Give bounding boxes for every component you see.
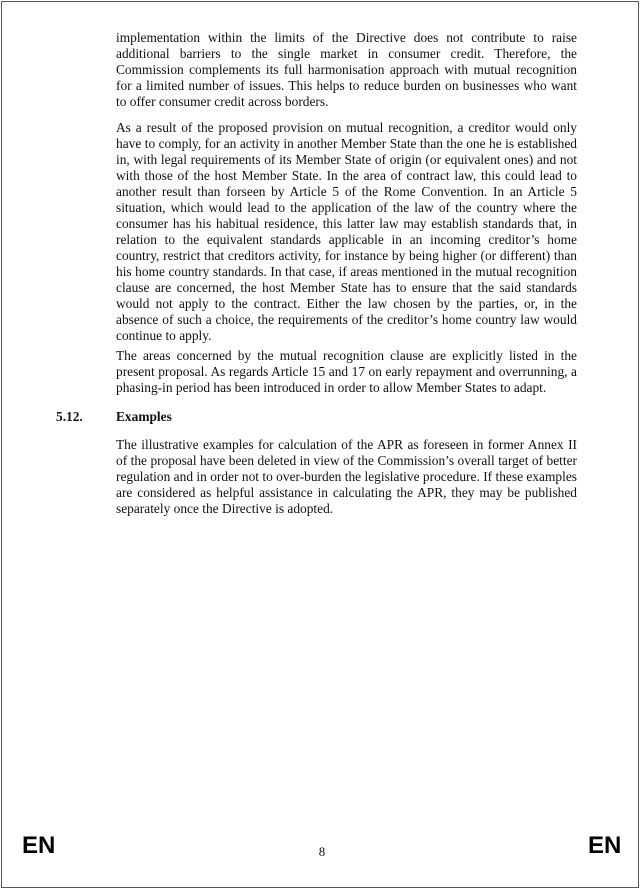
page-number: 8 (318, 844, 326, 859)
section-number: 5.12. (56, 409, 83, 424)
paragraph-4: The illustrative examples for calculation of the APR as foreseen in former Annex II of the proposal have been deleted in view of the Commission’s overall target of better regulation and in order not to over-burden the legislative procedure. If these examples are considered as helpful assistance in calculating the APR, they may be published separately once the Directive is adopted. (116, 437, 577, 516)
language-code-right: EN (588, 832, 622, 859)
paragraph-1: implementation within the limits of the Directive does not contribute to raise additional barriers to the single market in consumer credit. Therefore, the Commission complements its full harmonisation approach with mutual recognition for a limited number of issues. This helps to reduce burden on businesses who want to offer consumer credit across borders. (116, 30, 577, 109)
document-page (1, 1, 639, 888)
section-title: Examples (116, 409, 172, 424)
language-code-left: EN (22, 832, 56, 859)
paragraph-2: As a result of the proposed provision on mutual recognition, a creditor would only have to comply, for an activity in another Member State than the one he is established in, with legal requirements of its Member State of origin (or equivalent ones) and not with those of the host Member State. In the area of contract law, this could lead to another result than forseen by Article 5 of the Rome Convention. In an Article 5 situation, which would lead to the application of the law of the country where the consumer has his habitual residence, this latter law may establish standards that, in relation to the equivalent standards applicable in an incoming creditor’s home country, restrict that creditors activity, for instance by being higher (or different) than his home country standards. In that case, if areas mentioned in the mutual recognition clause are concerned, the host Member State has to ensure that the said standards would not apply to the contract. Either the law chosen by the parties, or, in the absence of such a choice, the requirements of the creditor’s home country law would continue to apply. (116, 120, 577, 343)
paragraph-3: The areas concerned by the mutual recognition clause are explicitly listed in the present proposal. As regards Article 15 and 17 on early repayment and overrunning, a phasing-in period has been introduced in order to allow Member States to adapt. (116, 348, 577, 395)
